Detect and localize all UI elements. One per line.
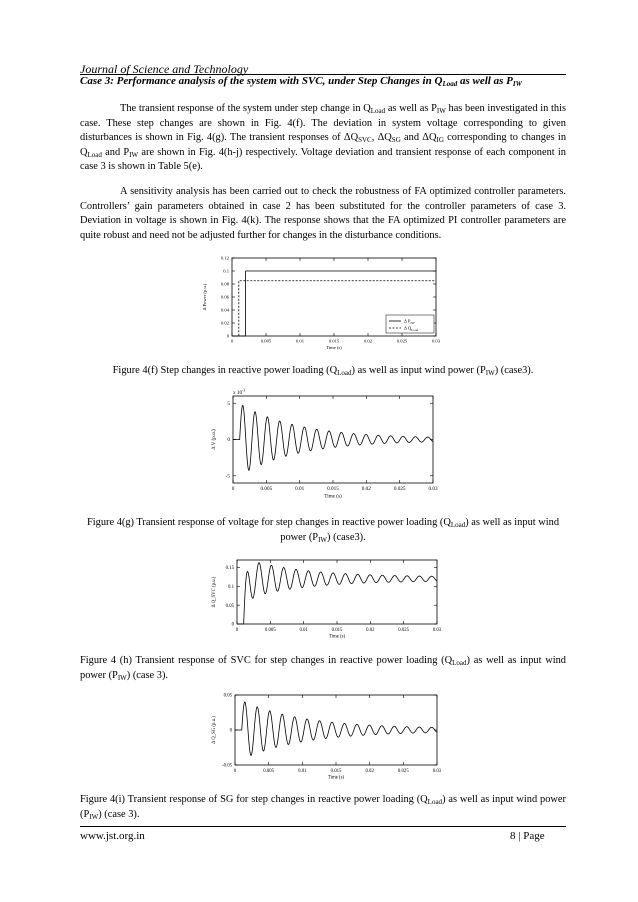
figure-4f-chart (196, 252, 446, 352)
journal-title: Journal of Science and Technology (80, 62, 249, 76)
svc-response-line (237, 563, 437, 624)
plot-frame (235, 695, 437, 765)
x-tick-label: 0.02 (361, 486, 371, 493)
x-tick-label: 0.025 (397, 768, 409, 774)
x-tick-label: 0.03 (431, 338, 441, 344)
y-tick-label: 0.12 (220, 255, 229, 261)
y-multiplier-base: x 10 (233, 390, 243, 396)
section-heading: Case 3: Performance analysis of the system with SVC, under Step Changes in $Q_{Load}$ as well as $P_{IW}$ (80, 75, 522, 88)
x-axis-label: Time (s) (324, 493, 342, 500)
paragraph-2: A sensitivity analysis has been carried out to check the robustness of FA optimized controller parameters. Controllers’ gain parameters obtained in case 2 has been substituted for the controller parameters of case 3. Deviation in voltage is shown in Fig. 4(k). The response shows that the FA optimized PI controller parameters are quite robust and need not be adjusted further for changes in the disturbance conditions. (80, 186, 566, 241)
x-tick-label: 0.015 (327, 486, 339, 493)
y-tick-label: 0.04 (220, 307, 229, 313)
x-axis-label: Time (s) (328, 634, 346, 640)
y-axis-label: Δ Q_SVC (p.u.) (212, 576, 217, 608)
y-multiplier-exp: -3 (242, 388, 246, 393)
x-tick-label: 0.02 (366, 627, 375, 633)
x-tick-label: 0 (235, 627, 239, 633)
x-tick-label: 0.02 (365, 768, 374, 774)
y-tick-label: 0.1 (223, 268, 229, 274)
x-axis-label: Time (s) (327, 775, 345, 781)
x-tick-label: 0.03 (432, 768, 442, 774)
figure-4h-caption: Figure 4 (h) Transient response of SVC for step changes in reactive power loading $(Q_{Load})$ as well as input wind power $(P_{IW})$ (case 3). (80, 655, 567, 682)
footer-rule (80, 826, 566, 827)
x-tick-label: 0.03 (428, 486, 438, 493)
figure-4i-caption: Figure 4(i) Transient response of SG for step changes in reactive power loading $(Q_{Load})$ as well as input wind power $(P_{IW})$ (case 3). (80, 794, 566, 821)
legend-sub: IW (410, 320, 415, 325)
x-tick-label: 0.02 (363, 338, 373, 344)
x-tick-label: 0.01 (295, 486, 305, 493)
sg-response-line (235, 702, 437, 755)
y-tick-label: 0 (227, 437, 230, 444)
footer-url: www.jst.org.in (80, 830, 145, 842)
figure-4f-caption: Figure 4(f) Step changes in reactive power loading $(Q_{Load})$ as well as input wind power $(P_{IW})$ (case3). (112, 365, 534, 377)
y-tick-label: 0.02 (220, 320, 229, 326)
y-tick-label: 0.1 (228, 584, 234, 590)
y-tick-label: 0 (231, 622, 234, 628)
x-tick-label: 0.01 (298, 768, 307, 774)
x-tick-label: 0 (233, 768, 237, 774)
x-tick-label: 0 (231, 486, 235, 493)
y-axis-label: Δ Power (p.u.) (202, 283, 207, 311)
x-tick-label: 0.015 (328, 338, 340, 344)
legend-text: Δ P (404, 318, 411, 324)
figure-4h-chart (205, 556, 450, 640)
figure-4g-chart (205, 388, 447, 502)
x-axis-label: Time (s) (326, 345, 342, 351)
x-tick-label: 0.015 (331, 627, 343, 633)
x-tick-label: 0.005 (260, 338, 272, 344)
plot-frame (233, 396, 433, 483)
x-tick-label: 0.01 (299, 627, 308, 633)
x-tick-label: 0.025 (396, 338, 408, 344)
paragraph-1: The transient response of the system under step change in $Q_{Load}$ as well as $P_{IW}$ has been investigated in this case. These step changes are shown in Fig. 4(f). The deviation in system voltage corresponding to given disturbances is shown in Fig. 4(g). The transient responses of $\Delta Q_{SVC}$, $\Delta Q_{SG}$ and $\Delta Q_{IG}$ corresponding to changes in $Q_{Load}$ and $P_{IW}$ are shown in Fig. 4(h-j) respectively. Voltage deviation and transient response of each component in case 3 is shown in Table 5(e). (80, 103, 567, 173)
page-number: 8 | Page (510, 830, 545, 842)
x-tick-label: 0.015 (330, 768, 342, 774)
y-tick-label: 0.05 (223, 693, 232, 699)
y-tick-label: 0.08 (220, 281, 229, 287)
y-tick-label: -5 (225, 473, 230, 480)
legend-sub: Load (411, 327, 419, 332)
y-tick-label: 0 (226, 333, 229, 339)
plot-frame (237, 560, 437, 624)
x-tick-label: 0 (230, 338, 234, 344)
x-tick-label: 0.025 (398, 627, 410, 633)
figure-4i-chart (205, 690, 450, 782)
x-tick-label: 0.005 (260, 486, 273, 493)
y-tick-label: 0 (229, 728, 232, 734)
figure-4g-caption: Figure 4(g) Transient response of voltage for step changes in reactive power loading $(Q_{Load})$ as well as input wind power $(P_{IW})$ (case3). (86, 517, 560, 544)
y-tick-label: -0.05 (222, 763, 232, 769)
x-tick-label: 0.025 (393, 486, 406, 493)
voltage-deviation-line (233, 405, 433, 470)
y-multiplier (233, 389, 245, 397)
y-axis-label: Δ V (p.u.) (211, 429, 217, 450)
y-axis-label: Δ Q_SG (p.u.) (212, 716, 217, 744)
y-tick-label: 0.06 (220, 294, 229, 300)
x-tick-label: 0.005 (263, 768, 275, 774)
x-tick-label: 0.005 (264, 627, 276, 633)
x-tick-label: 0.03 (432, 627, 442, 633)
x-tick-label: 0.01 (295, 338, 305, 344)
legend-text: Δ Q (404, 325, 412, 331)
y-tick-label: 5 (227, 400, 230, 407)
y-tick-label: 0.05 (225, 603, 234, 609)
y-tick-label: 0.15 (225, 566, 234, 572)
